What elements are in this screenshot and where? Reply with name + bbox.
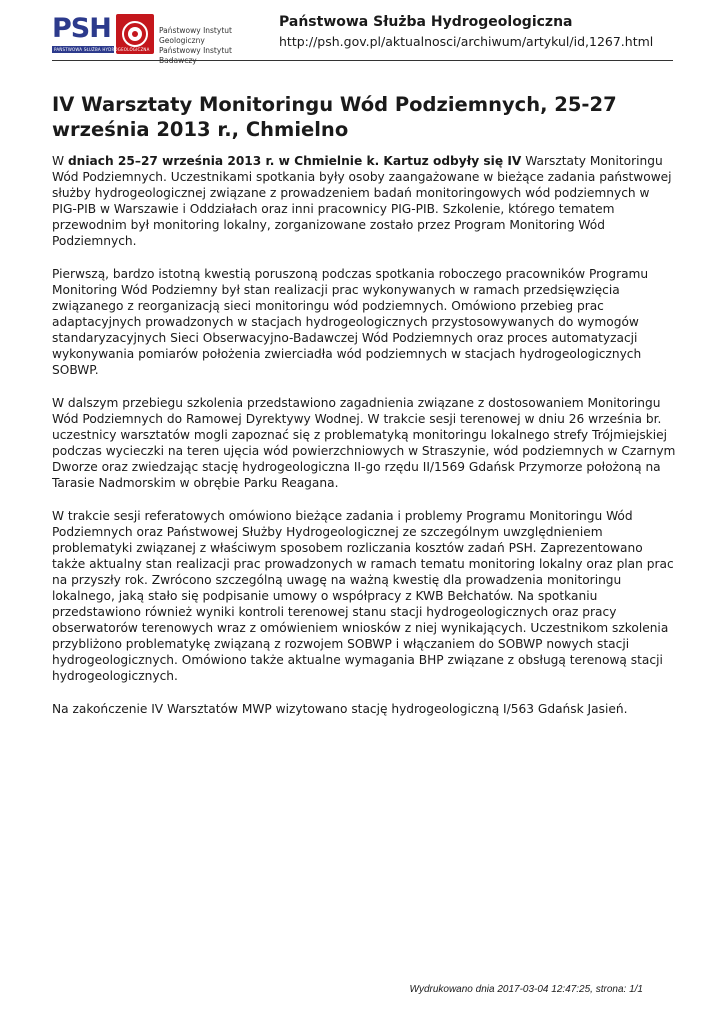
paragraph-1-rest: Warsztaty Monitoringu Wód Podziemnych. Uczestnikami spotkania były osoby zaangażowane w bieżące zadania państwowej służby hydrogeologicznej związane z prowadzeniem badań monitoringowych wód podziemnych w PIG-PIB w Warszawie i Oddziałach oraz inni pracownicy PIG-PIB. Szkolenie, którego tematem przewodnim był monitoring lokalny, zorganizowane zostało przez Program Monitoring Wód Podziemnych. <box>52 154 672 248</box>
logo-text: PSH <box>52 13 111 44</box>
institute-line-2: Państwowy Instytut <box>159 46 232 55</box>
header-divider <box>52 60 673 61</box>
institute-line-1: Państwowy Instytut Geologiczny <box>159 26 232 45</box>
paragraph-1-bold: dniach 25–27 września 2013 r. w Chmielnie k. Kartuz odbyły się IV <box>67 154 522 168</box>
psh-logo[interactable] <box>52 14 262 56</box>
article-url[interactable]: http://psh.gov.pl/aktualnosci/archiwum/artykul/id,1267.html <box>279 34 654 49</box>
article-body <box>52 153 677 734</box>
logo-subtext-bar <box>52 46 150 53</box>
paragraph-4: W trakcie sesji referatowych omówiono bieżące zadania i problemy Programu Monitoringu Wód Podziemnych oraz Państwowej Służby Hydrogeologicznej ze szczególnym uwzględnieniem problematyki związanej z właściwym sposobem rozliczania kosztów zadań PSH. Zaprezentowano także aktualny stan realizacji prac prowadzonych w ramach tematu monitoring lokalny oraz plan prac na przyszły rok. Zwrócono szczególną uwagę na ważną kwestię dla prowadzenia monitoringu lokalnego, jaką stało się podpisanie umowy o współpracy z KWB Bełchatów. Na spotkaniu przedstawiono również wyniki kontroli terenowej stanu stacji hydrogeologicznych oraz pracy obserwatorów terenowych wraz z omówieniem wniosków z niej wynikających. Uczestnikom szkolenia przybliżono problematykę związaną z rozwojem SOBWP i włączaniem do SOBWP nowych stacji hydrogeologicznych. Omówiono także aktualne wymagania BHP związane z obsługą terenową stacji hydrogeologicznych. <box>52 509 674 683</box>
logo-subtext: PAŃSTWOWA SŁUŻBA HYDROGEOLOGICZNA <box>54 47 150 52</box>
organization-name: Państwowa Służba Hydrogeologiczna <box>279 14 573 30</box>
page-header <box>52 14 673 62</box>
paragraph-2: Pierwszą, bardzo istotną kwestią poruszoną podczas spotkania roboczego pracowników Programu Monitoring Wód Podziemny był stan realizacji prac wykonywanych w ramach przedsięwzięcia związanego z reorganizacją sieci monitoringu wód podziemnych. Omówiono przebieg prac adaptacyjnych prowadzonych w stacjach hydrogeologicznych przystosowywanych do wymogów standaryzacyjnych Sieci Obserwacyjno-Badawczej Wód Podziemnych oraz proces automatyzacji wykonywania pomiarów położenia zwierciadła wód podziemnych w stacjach hydrogeologicznych SOBWP. <box>52 267 649 377</box>
paragraph-5: Na zakończenie IV Warsztatów MWP wizytowano stację hydrogeologiczną I/563 Gdańsk Jasień. <box>52 702 628 716</box>
article-title: IV Warsztaty Monitoringu Wód Podziemnych, 25-27 września 2013 r., Chmielno <box>52 93 617 141</box>
paragraph-3: W dalszym przebiegu szkolenia przedstawiono zagadnienia związane z dostosowaniem Monitoringu Wód Podziemnych do Ramowej Dyrektywy Wodnej. W trakcie sesji terenowej w dniu 26 września br. uczestnicy warsztatów mogli zapoznać się z problematyką monitoringu lokalnego strefy Trójmiejskiej podczas wycieczki na teren ujęcia wód powierzchniowych w Straszynie, wód podziemnych w Czarnym Dworze oraz zwiedzając stację hydrogeologiczna II-go rzędu II/1569 Gdańsk Przymorze położoną na Tarasie Nadmorskim w obrębie Parku Reagana. <box>52 396 676 490</box>
print-footer: Wydrukowano dnia 2017-03-04 12:47:25, strona: 1/1 <box>409 984 643 995</box>
paragraph-1 <box>52 153 677 249</box>
paragraph-1-lead: W <box>52 154 68 168</box>
